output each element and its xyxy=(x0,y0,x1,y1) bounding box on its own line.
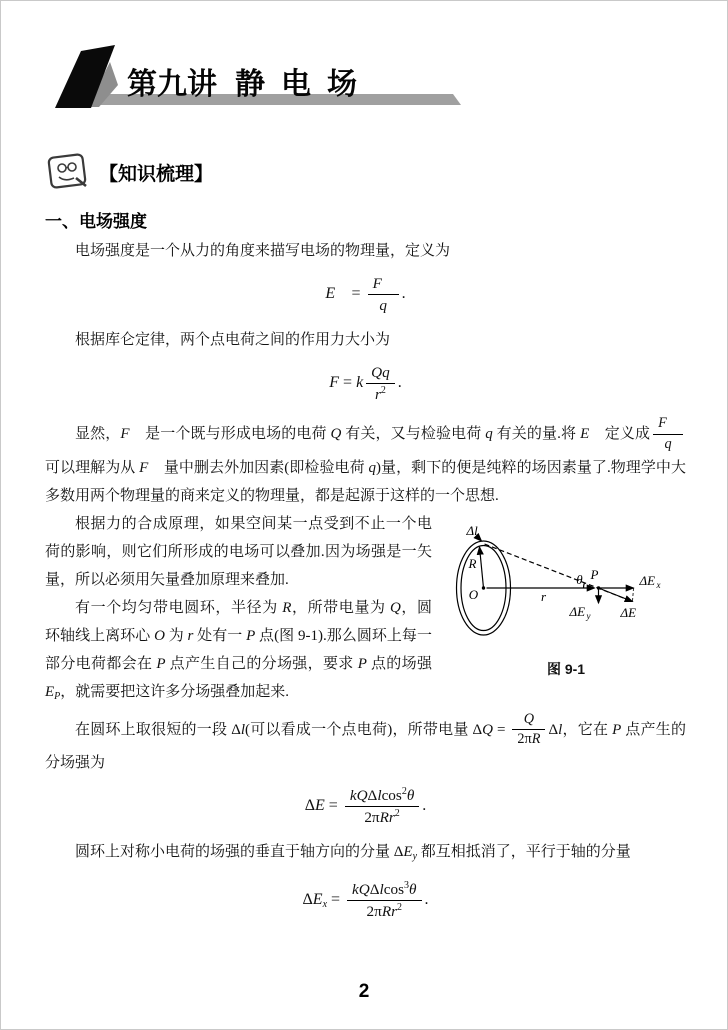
lecture-number: 第九讲 xyxy=(127,68,217,101)
paragraph-element-charge xyxy=(45,711,686,778)
math-fraction xyxy=(368,274,399,315)
text-run: . xyxy=(401,285,406,303)
vector-dE xyxy=(599,588,633,602)
text-run: 为 xyxy=(164,627,188,644)
math-var: q xyxy=(485,425,493,442)
math-var: P xyxy=(156,655,166,672)
math-sup: 2 xyxy=(380,385,386,396)
math-sub: x xyxy=(322,899,328,911)
vector-dEx-label: ΔE xyxy=(639,572,656,588)
text-run: Δ xyxy=(548,721,559,738)
math-var: Rr xyxy=(379,809,395,827)
lecture-title: 静电场 xyxy=(235,68,373,101)
text-run: 根据力的合成原理，如果空间某一点受到不止一个电荷的影响，则它们所形成的电场可以叠加.因为场强是一矢量，所以必须用矢量叠加原理来叠加. xyxy=(45,515,432,588)
text-run: ，所带电量为 xyxy=(291,599,390,616)
math-var: r xyxy=(374,386,381,403)
center-point xyxy=(482,586,485,589)
text-run: ，就需要把这许多分场强叠加起来. xyxy=(60,683,290,700)
formula-coulomb-law xyxy=(45,363,686,404)
distance-label: r xyxy=(540,588,547,604)
math-var: E xyxy=(45,683,55,700)
text-run: 显然， xyxy=(75,425,121,442)
knowledge-mascot-icon xyxy=(45,151,91,193)
text-run: (可以看成一个点电荷)，所带电量 Δ xyxy=(245,721,483,738)
text-run: Δ xyxy=(369,881,380,899)
math-sup: 2 xyxy=(394,808,400,820)
knowledge-review-row xyxy=(45,151,213,193)
paragraph-ratio-idea xyxy=(45,415,686,510)
vector-dEy-sub: y xyxy=(586,610,591,621)
text-run: 圆环上对称小电荷的场强的垂直于轴方向的分量 Δ xyxy=(75,844,404,861)
text-run: cos xyxy=(381,787,402,805)
math-fraction xyxy=(366,363,395,404)
text-run: 可以理解为从 xyxy=(45,459,140,476)
text-run: = xyxy=(493,721,510,738)
figure-9-1 xyxy=(446,524,686,683)
math-var: F⃗ xyxy=(658,415,678,431)
math-var: F xyxy=(329,374,340,392)
math-var: kQ xyxy=(352,881,370,899)
banner-graphic xyxy=(53,45,473,117)
text-run: 2π xyxy=(517,731,532,748)
text-run: 在圆环上取很短的一段 Δ xyxy=(75,721,241,738)
math-var: F⃗ xyxy=(120,425,142,442)
math-var: Q xyxy=(389,599,401,616)
text-run: = xyxy=(347,285,365,303)
text-run: )量，剩下的便是纯粹的场因素量了.物理学中大多数用两个物理量的商来定义的物理量，都是起源于这样的一个思想. xyxy=(45,459,686,504)
vector-dE-label: ΔE xyxy=(620,604,637,620)
math-var: θ xyxy=(409,881,417,899)
math-var: E xyxy=(312,891,323,909)
math-var: Qq xyxy=(371,364,390,381)
math-var: E⃗ xyxy=(580,425,601,442)
math-var: Q xyxy=(482,721,494,738)
delta-l-pointer xyxy=(477,536,482,541)
math-var: F⃗ xyxy=(139,459,161,476)
math-fraction xyxy=(653,415,683,454)
figure-wrap-section xyxy=(45,510,686,711)
text-run: ，圆环轴线上离环心 xyxy=(45,599,432,644)
formula-dEx xyxy=(45,880,686,921)
text-run: 有关，又与检验电荷 xyxy=(341,425,486,442)
math-var: l xyxy=(377,787,382,805)
text-run: 点(图 9-1).那么圆环上每一部分电荷都会在 xyxy=(45,627,432,672)
math-fraction xyxy=(512,711,545,750)
text-run: Δ xyxy=(302,891,313,909)
math-var: F⃗ xyxy=(372,275,394,292)
page-content xyxy=(45,237,686,932)
theta-arc xyxy=(584,582,585,587)
text-run: 电场强度是一个从力的角度来描写电场的物理量，定义为 xyxy=(75,243,451,259)
text-run: 处有一 xyxy=(193,627,247,644)
component-dashed-line xyxy=(633,588,634,602)
math-sup: 3 xyxy=(404,880,410,892)
text-run: 有关的量.将 xyxy=(492,425,581,442)
vector-dEx-sub: x xyxy=(656,579,661,590)
text-run: 都互相抵消了，平行于轴的分量 xyxy=(417,844,631,861)
text-run: = xyxy=(327,891,345,909)
formula-dE xyxy=(45,786,686,827)
math-var: E xyxy=(315,797,325,815)
text-run: 点的场强 xyxy=(366,655,432,672)
math-var: E xyxy=(403,844,413,861)
text-run: Δ xyxy=(367,787,378,805)
math-var: R xyxy=(282,599,292,616)
page-number: 2 xyxy=(358,981,370,1002)
text-run: cos xyxy=(383,881,405,899)
math-var: O xyxy=(154,627,165,644)
math-var: Q xyxy=(330,425,342,442)
math-var: kQ xyxy=(349,787,368,805)
text-run: 有一个均匀带电圆环，半径为 xyxy=(75,599,283,616)
math-var: r xyxy=(187,627,194,644)
math-var: Q xyxy=(523,710,535,727)
math-fraction xyxy=(345,786,419,827)
figure-caption: 图 9-1 xyxy=(546,660,586,677)
paragraph-definition xyxy=(45,237,686,265)
math-var: R xyxy=(531,731,541,748)
section-heading: 一、电场强度 xyxy=(45,212,147,231)
paragraph-coulomb xyxy=(45,326,686,354)
text-run: 2π xyxy=(364,809,380,827)
knowledge-review-label: 【知识梳理】 xyxy=(99,163,214,185)
radius-arrow xyxy=(480,547,484,588)
text-run: 2π xyxy=(366,903,382,921)
math-var: q xyxy=(368,459,376,476)
point-P-label: P xyxy=(590,566,599,582)
ring-field-diagram xyxy=(446,524,686,652)
radius-label: R xyxy=(468,555,477,571)
lecture-banner xyxy=(53,45,473,122)
math-var: l xyxy=(379,881,384,899)
text-run: Δ xyxy=(304,797,316,815)
center-label: O xyxy=(468,586,479,602)
math-var: Rr xyxy=(381,903,397,921)
text-run: 是一个既与形成电场的电荷 xyxy=(141,425,331,442)
theta-label: θ xyxy=(576,571,583,587)
math-var: l xyxy=(240,721,246,738)
math-var: θ xyxy=(406,787,415,805)
math-sub: P xyxy=(54,690,61,702)
math-sup: 2 xyxy=(401,786,407,798)
math-var: q xyxy=(664,435,672,452)
text-run: = xyxy=(339,374,357,392)
math-var: l xyxy=(558,721,563,738)
text-run: . xyxy=(424,891,429,909)
delta-l-label: Δl xyxy=(466,523,478,538)
text-run: 量中删去外加因素(即检验电荷 xyxy=(160,459,369,476)
math-var: P xyxy=(612,721,622,738)
mascot-glasses-bridge xyxy=(66,167,68,168)
text-run: 点产生的分场强为 xyxy=(45,721,686,772)
math-fraction xyxy=(347,880,421,921)
text-run: ，它在 xyxy=(562,721,613,738)
text-run: = xyxy=(324,797,342,815)
vector-dEy-label: ΔE xyxy=(569,603,586,619)
text-run: 定义成 xyxy=(600,425,651,442)
math-var: q xyxy=(379,297,387,314)
math-sub: y xyxy=(412,851,418,863)
text-run: . xyxy=(397,374,402,392)
math-var: P xyxy=(246,627,256,644)
formula-field-definition xyxy=(45,274,686,315)
math-sup: 2 xyxy=(397,902,402,914)
math-var: k xyxy=(356,374,364,392)
text-run: 点产生自己的分场强，要求 xyxy=(165,655,358,672)
text-run: 根据库仑定律，两个点电荷之间的作用力大小为 xyxy=(75,332,391,348)
math-var: E⃗ xyxy=(325,285,348,303)
text-run: . xyxy=(422,797,427,815)
paragraph-components xyxy=(45,838,686,871)
math-var: P xyxy=(357,655,367,672)
